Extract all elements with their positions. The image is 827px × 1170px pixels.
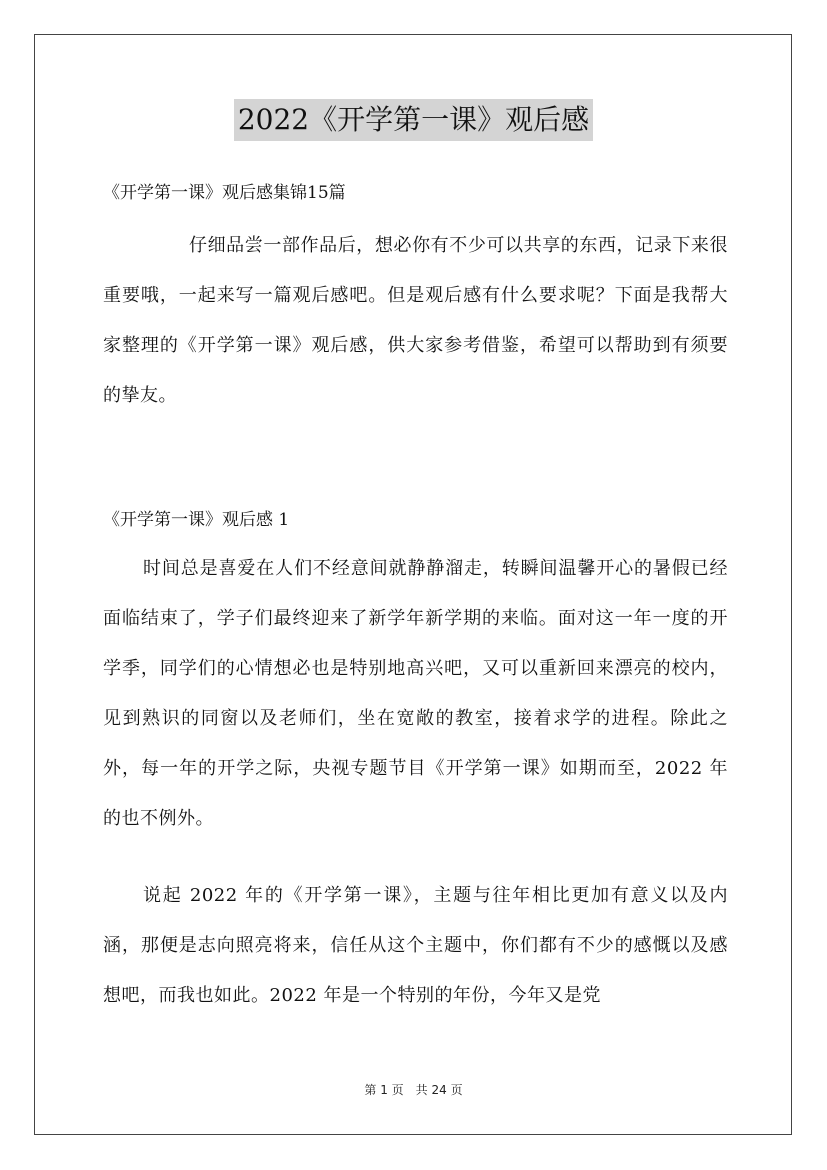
page-number: 第 1 页 [364,1083,404,1097]
intro-paragraph: 仔细品尝一部作品后，想必你有不少可以共享的东西，记录下来很重要哦，一起来写一篇观后感吧。但是观后感有什么要求呢？下面是我帮大家整理的《开学第一课》观后感，供大家参考借鉴，希望可以帮助到有须要的挚友。 [103,235,728,406]
title-container [0,99,827,141]
section-heading: 《开学第一课》观后感 1 [103,510,290,530]
page-footer [0,1081,827,1099]
body-paragraph-2: 说起 2022 年的《开学第一课》，主题与往年相比更加有意义以及内涵，那便是志向照亮将来，信任从这个主题中，你们都有不少的感慨以及感想吧，而我也如此。2022 年是一个特别的年份，今年又是党 [103,885,728,1006]
page-total: 共 24 页 [415,1083,463,1097]
document-subtitle: 《开学第一课》观后感集锦15篇 [103,183,346,203]
body-paragraph-1: 时间总是喜爱在人们不经意间就静静溜走，转瞬间温馨开心的暑假已经面临结束了，学子们最终迎来了新学年新学期的来临。面对这一年一度的开学季，同学们的心情想必也是特别地高兴吧，又可以重新回来漂亮的校内，见到熟识的同窗以及老师们，坐在宽敞的教室，接着求学的进程。除此之外，每一年的开学之际，央视专题节目《开学第一课》如期而至，2022 年的也不例外。 [103,558,728,829]
document-title: 2022《开学第一课》观后感 [234,99,593,141]
